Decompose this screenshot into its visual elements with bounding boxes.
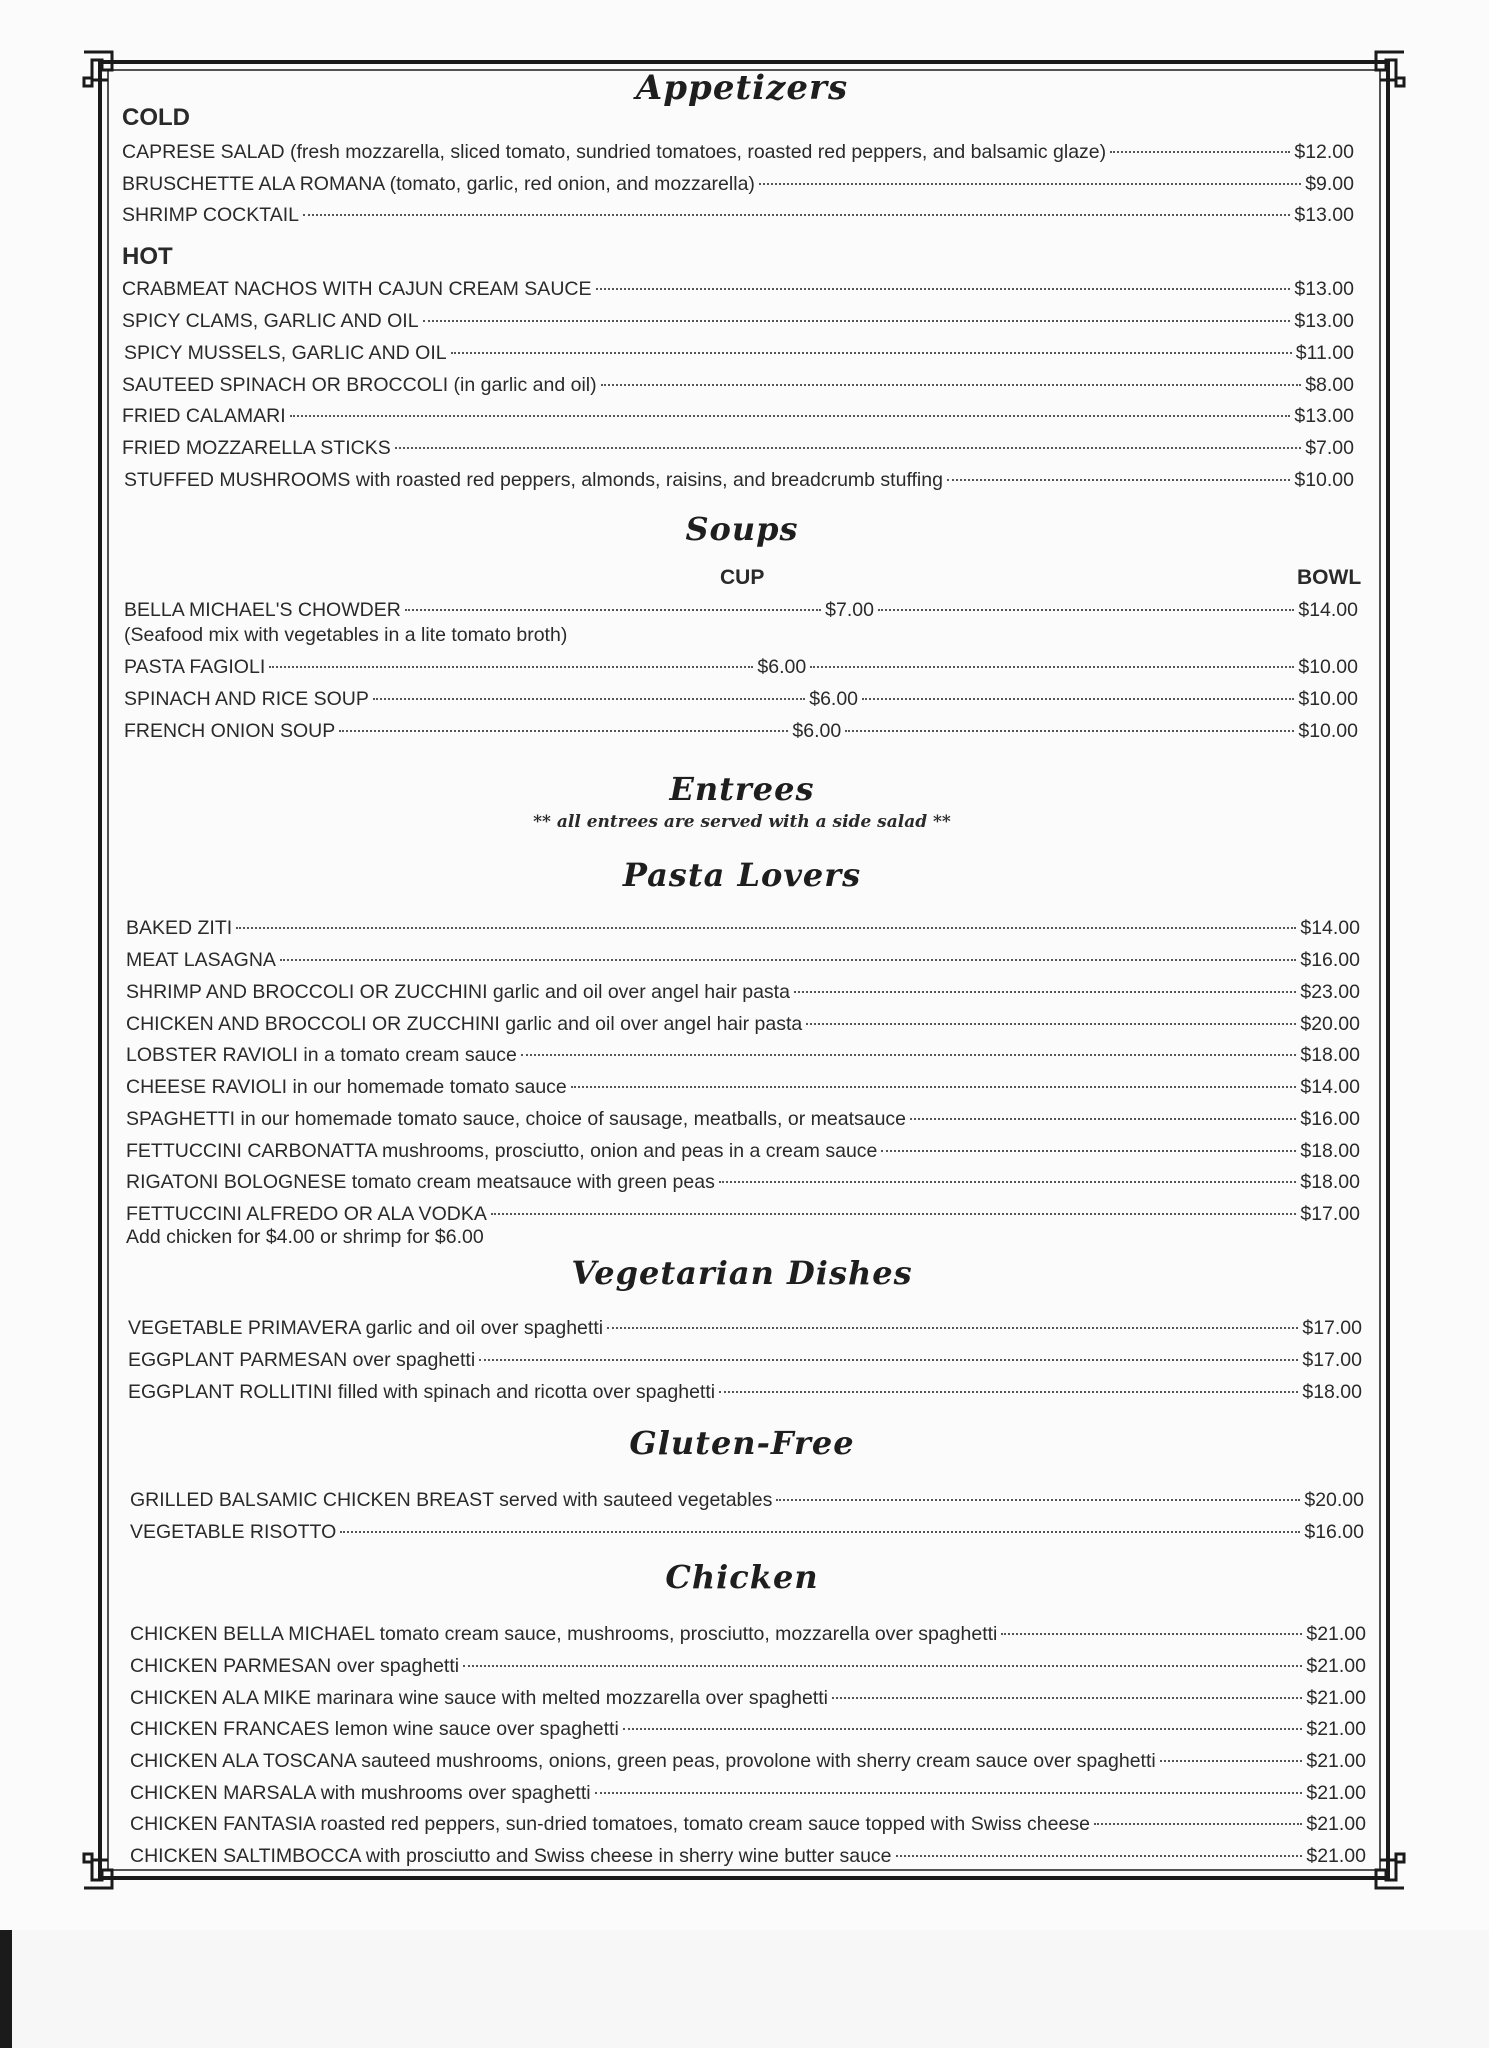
- soup-row: PASTA FAGIOLI $6.00 $10.00: [124, 656, 1358, 678]
- menu-item: FRIED MOZZARELLA STICKS $7.00: [122, 437, 1354, 459]
- menu-item: CRABMEAT NACHOS WITH CAJUN CREAM SAUCE $13.00: [122, 278, 1354, 300]
- pasta-addon-note: Add chicken for $4.00 or shrimp for $6.00: [126, 1226, 484, 1248]
- menu-item: CHICKEN MARSALA with mushrooms over spaghetti $21.00: [130, 1782, 1366, 1804]
- menu-item: SPICY CLAMS, GARLIC AND OIL $13.00: [122, 310, 1354, 332]
- soup-row: FRENCH ONION SOUP $6.00 $10.00: [124, 720, 1359, 742]
- menu-item: EGGPLANT PARMESAN over spaghetti $17.00: [128, 1349, 1362, 1371]
- menu-item: SPICY MUSSELS, GARLIC AND OIL $11.00: [124, 342, 1354, 364]
- menu-item: MEAT LASAGNA $16.00: [126, 949, 1360, 971]
- cup-column-header: CUP: [720, 566, 765, 589]
- menu-item: FRIED CALAMARI $13.00: [122, 405, 1354, 427]
- soup-row: SPINACH AND RICE SOUP $6.00 $10.00: [124, 688, 1359, 710]
- pasta-lovers-heading: Pasta Lovers: [622, 856, 862, 894]
- menu-item: VEGETABLE PRIMAVERA garlic and oil over spaghetti $17.00: [128, 1317, 1362, 1339]
- entrees-side-salad-note: ** all entrees are served with a side salad **: [533, 812, 951, 832]
- soup-row: BELLA MICHAEL'S CHOWDER $7.00 $14.00: [124, 599, 1359, 621]
- menu-item: SHRIMP COCKTAIL $13.00: [122, 204, 1354, 226]
- menu-item: CHICKEN SALTIMBOCCA with prosciutto and Swiss cheese in sherry wine butter sauce $21.00: [130, 1845, 1366, 1867]
- menu-item: CHICKEN FANTASIA roasted red peppers, sun-dried tomatoes, tomato cream sauce topped with Swiss cheese $21.00: [130, 1813, 1366, 1835]
- soups-heading: Soups: [685, 510, 799, 548]
- menu-item: FETTUCCINI CARBONATTA mushrooms, prosciutto, onion and peas in a cream sauce $18.00: [126, 1140, 1360, 1162]
- menu-item: CHICKEN AND BROCCOLI OR ZUCCHINI garlic and oil over angel hair pasta $20.00: [126, 1013, 1360, 1035]
- menu-item: CHICKEN ALA MIKE marinara wine sauce with melted mozzarella over spaghetti $21.00: [130, 1687, 1366, 1709]
- hot-subheading: HOT: [122, 243, 173, 270]
- menu-item: SAUTEED SPINACH OR BROCCOLI (in garlic and oil) $8.00: [122, 374, 1354, 396]
- menu-item: CAPRESE SALAD (fresh mozzarella, sliced tomato, sundried tomatoes, roasted red peppers, and balsamic glaze) $12.00: [122, 141, 1354, 163]
- soup-note: (Seafood mix with vegetables in a lite tomato broth): [124, 624, 568, 646]
- menu-item: CHICKEN PARMESAN over spaghetti $21.00: [130, 1655, 1366, 1677]
- menu-item: CHICKEN BELLA MICHAEL tomato cream sauce, mushrooms, prosciutto, mozzarella over spaghetti $21.00: [130, 1623, 1366, 1645]
- menu-item: STUFFED MUSHROOMS with roasted red peppers, almonds, raisins, and breadcrumb stuffing $10.00: [124, 469, 1354, 491]
- menu-item: SPAGHETTI in our homemade tomato sauce, choice of sausage, meatballs, or meatsauce $16.00: [126, 1108, 1360, 1130]
- menu-item: BRUSCHETTE ALA ROMANA (tomato, garlic, red onion, and mozzarella) $9.00: [122, 173, 1354, 195]
- menu-item: CHEESE RAVIOLI in our homemade tomato sauce $14.00: [126, 1076, 1360, 1098]
- appetizers-heading: Appetizers: [635, 68, 849, 108]
- menu-item: SHRIMP AND BROCCOLI OR ZUCCHINI garlic and oil over angel hair pasta $23.00: [126, 981, 1360, 1003]
- menu-item: RIGATONI BOLOGNESE tomato cream meatsauce with green peas $18.00: [126, 1171, 1360, 1193]
- menu-item: EGGPLANT ROLLITINI filled with spinach and ricotta over spaghetti $18.00: [128, 1381, 1362, 1403]
- vegetarian-heading: Vegetarian Dishes: [571, 1254, 913, 1292]
- menu-item: CHICKEN ALA TOSCANA sauteed mushrooms, onions, green peas, provolone with sherry cream sauce over spaghetti $21.00: [130, 1750, 1366, 1772]
- chicken-heading: Chicken: [665, 1558, 819, 1596]
- menu-item: CHICKEN FRANCAES lemon wine sauce over spaghetti $21.00: [130, 1718, 1366, 1740]
- menu-item: LOBSTER RAVIOLI in a tomato cream sauce $18.00: [126, 1044, 1360, 1066]
- gluten-free-heading: Gluten-Free: [629, 1424, 855, 1462]
- menu-item: GRILLED BALSAMIC CHICKEN BREAST served with sauteed vegetables $20.00: [130, 1489, 1364, 1511]
- bowl-column-header: BOWL: [1297, 566, 1362, 589]
- menu-item: FETTUCCINI ALFREDO OR ALA VODKA $17.00: [126, 1203, 1360, 1225]
- entrees-heading: Entrees: [669, 770, 815, 808]
- menu-item: VEGETABLE RISOTTO $16.00: [130, 1521, 1364, 1543]
- menu-item: BAKED ZITI $14.00: [126, 917, 1360, 939]
- cold-subheading: COLD: [122, 104, 190, 131]
